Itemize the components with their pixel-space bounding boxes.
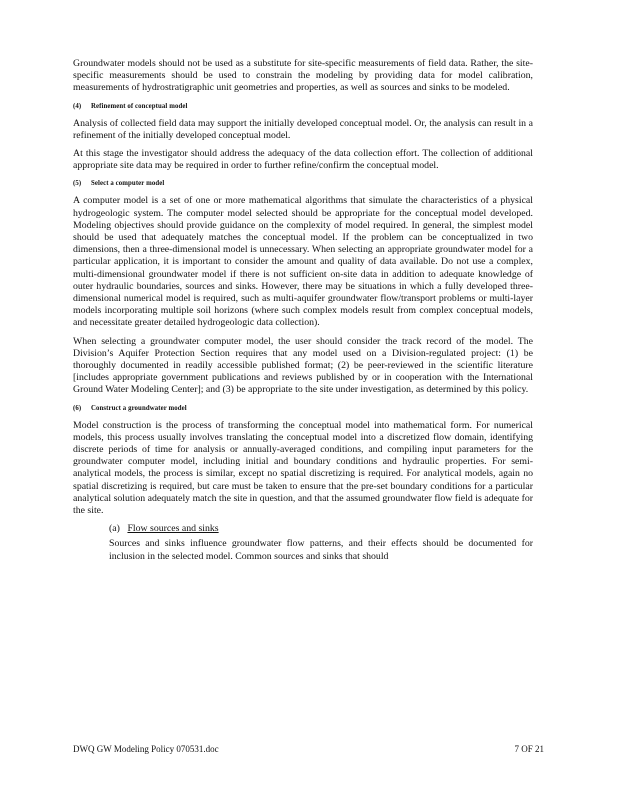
footer-page-number: 7 OF 21 [514,744,544,754]
footer-filename: DWQ GW Modeling Policy 070531.doc [73,744,219,754]
paragraph: A computer model is a set of one or more mathematical algorithms that simulate the characteristics of a physical hydrogeologic system. The computer model selected should be appropriate for the conceptual model developed. Modeling objectives should provide guidance on the complexity of model required. In general, the simplest model should be used that adequately matches the conceptual model. If the problem can be conceptualized in two dimensions, then a three-dimensional model is unnecessary. When selecting an appropriate groundwater model for a particular application, it is important to consider the amount and quality of data available. Do not use a complex, multi-dimensional groundwater model if there is not sufficient on-site data in addition to adequate knowledge of outer hydraulic boundaries, sources and sinks. However, there may be situations in which a fully developed three-dimensional numerical model is required, such as multi-aquifer groundwater flow/transport problems or multi-layer models incorporating multiple soil horizons (where such complex models result from complex conceptual models, and necessitate greater detailed hydrogeologic data collection). [73,195,533,329]
heading-number: (5) [73,180,82,188]
heading-number: (6) [73,404,82,412]
paragraph: When selecting a groundwater computer model, the user should consider the track record of the model. The Division’s Aquifer Protection Section requires that any model used on a Division-regulated project: (1) be thoroughly documented in readily accessible published format; (2) be peer-reviewed in the scientific literature [includes appropriate government publications and reviews published by or in cooperation with the International Ground Water Modeling Center]; and (3) be appropriate to the site under investigation, as determined by this policy. [73,335,533,396]
section-heading-select-model [73,179,533,188]
subsection-title: Flow sources and sinks [127,523,219,535]
document-body [73,58,533,569]
paragraph: Analysis of collected field data may support the initially developed conceptual model. Or, the analysis can result in a refinement of the initially developed conceptual model. [73,117,533,141]
section-heading-refinement [73,102,533,111]
heading-text: Refinement of conceptual model [91,102,188,110]
paragraph: At this stage the investigator should address the adequacy of the data collection effort. The collection of additional appropriate site data may be required in order to further refine/confirm the conceptual model. [73,148,533,172]
heading-number: (4) [73,102,82,110]
paragraph: Sources and sinks influence groundwater flow patterns, and their effects should be documented for inclusion in the selected model. Common sources and sinks that should [109,538,533,562]
heading-text: Select a computer model [91,180,165,188]
paragraph: Groundwater models should not be used as a substitute for site-specific measurements of field data. Rather, the site-specific measurements should be used to constrain the modeling by providing data for model calibration, measurements of hydrostratigraphic unit geometries and properties, as well as sources and sinks to be modeled. [73,58,533,94]
subsection-heading-flow-sources [109,523,533,535]
paragraph: Model construction is the process of transforming the conceptual model into mathematical form. For numerical models, this process usually involves translating the conceptual model into a discretized flow domain, identifying discrete periods of time for analysis or annually-averaged conditions, and compiling input parameters for the groundwater computer model, including initial and boundary conditions and hydraulic properties. For semi-analytical models, the process is similar, except no spatial discretizing is required. For analytical models, again no spatial discretizing is required, but care must be taken to ensure that the pre-set boundary conditions for a particular analytical solution adequately match the site in question, and that the assumed groundwater flow field is adequate for the site. [73,419,533,517]
section-heading-construct-model [73,404,533,413]
heading-text: Construct a groundwater model [91,404,187,412]
subsection-label: (a) [109,523,120,535]
